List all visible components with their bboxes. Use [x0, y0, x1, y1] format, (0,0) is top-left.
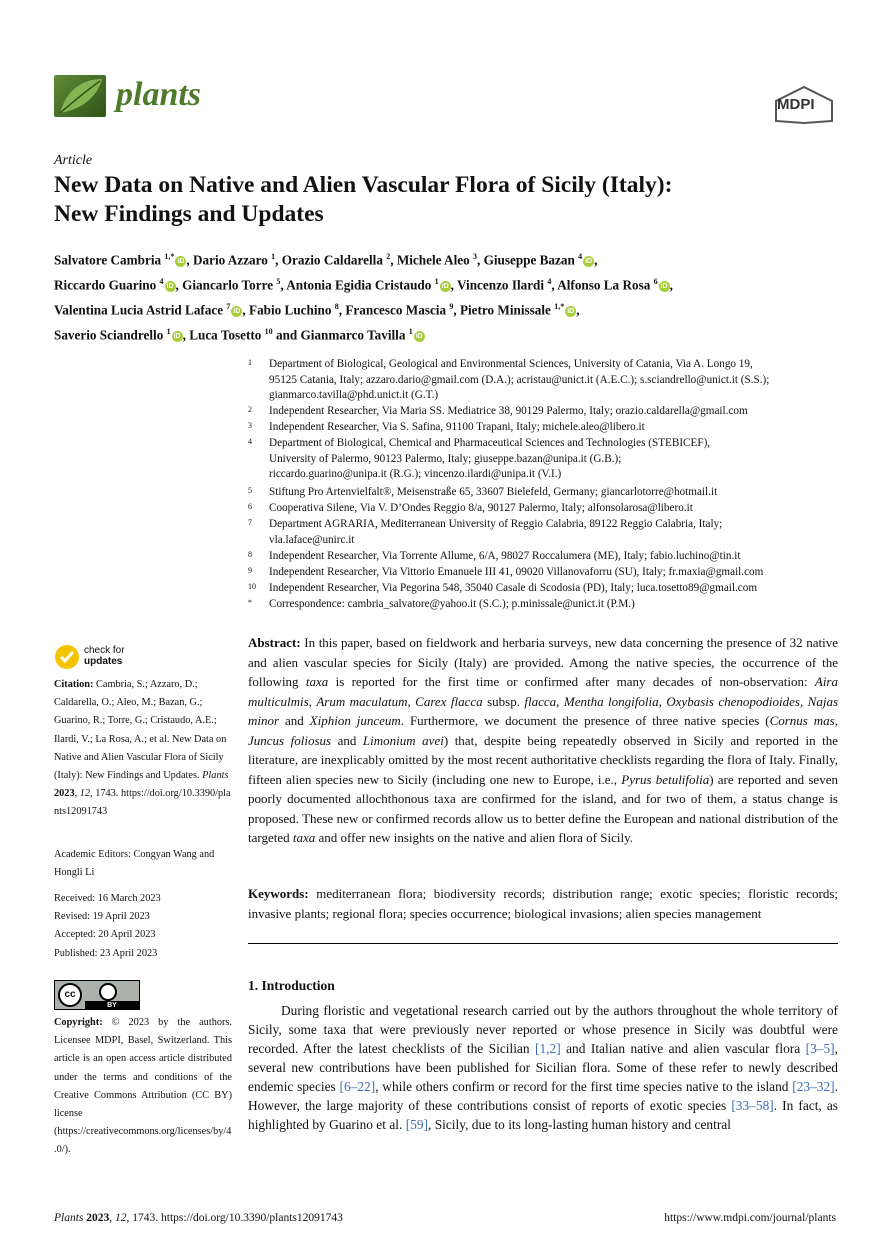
affiliation-2: 2 Independent Researcher, Via Maria SS. Mediatrice 38, 90129 Palermo, Italy; orazio.caldarella@gmail.com	[248, 405, 748, 417]
citation-link[interactable]: [3–5]	[805, 1041, 835, 1056]
orcid-icon[interactable]: iD	[441, 283, 449, 291]
affiliation-9: 9 Independent Researcher, Via Vittorio Emanuele III 41, 09020 Villanovaforru (SU), Italy; fr.maxia@gmail.com	[248, 566, 764, 578]
intro-paragraph: During floristic and vegetational research carried out by the authors throughout the whole territory of Sicily, some taxa that were previously never reported or whose presence in Sicily was doubtful were recorded. After the latest checklists of the Sicilian [1,2] and Italian native and alien vascular flora [3–5], several new contributions have been published for Sicilian flora. Some of these refer to newly described endemic species [6–22], while others confirm or record for the first time species native to the island [23–32]. However, the large majority of these contributions consist of reports of exotic species [33–58]. In fact, as highlighted by Guarino et al. [59], Sicily, due to its long-lasting human history and central	[248, 1003, 838, 1132]
affiliation-10: 10 Independent Researcher, Via Pegorina 548, 35040 Casale di Scodosia (PD), Italy; luca.tosetto89@gmail.com	[248, 582, 758, 594]
orcid-icon[interactable]: iD	[233, 308, 241, 316]
affiliation-3: 3 Independent Researcher, Via S. Safina, 91100 Trapani, Italy; michele.aleo@libero.it	[248, 421, 645, 433]
orcid-icon[interactable]: iD	[585, 258, 593, 266]
orcid-icon[interactable]: iD	[660, 283, 668, 291]
citation-link[interactable]: [6–22]	[339, 1079, 376, 1094]
cc-by-label: BY	[85, 1001, 139, 1010]
academic-editors: Academic Editors: Congyan Wang and Hongli Li	[54, 849, 215, 879]
orcid-icon[interactable]: iD	[166, 283, 174, 291]
check-updates-line1: check for	[84, 645, 125, 656]
affiliation-1: 1 Department of Biological, Geological and Environmental Sciences, University of Catania, Via A. Longo 19, 95125 Catania, Italy; azzaro.dario@gmail.com (D.A.); acristau@unict.it (A.E.C.); s.sciandrello@unict.it (S.S.); gianmarco.tavilla@phd.unict.it (G.T.)	[248, 358, 770, 401]
journal-logo-icon	[54, 75, 106, 117]
affiliation-5: 5 Stiftung Pro Artenvielfalt®, Meisenstraße 65, 33607 Bielefeld, Germany; giancarlotorre@hotmail.it	[248, 486, 718, 498]
author-line-1: Salvatore Cambria $^{1,*}$iD , Dario Azzaro $^1$, Orazio Caldarella $^2$, Michele Aleo $^3$, Giuseppe Bazan $^4$iD ,	[54, 252, 598, 268]
check-updates-icon	[54, 644, 80, 670]
citation-link[interactable]: [1,2]	[535, 1041, 561, 1056]
affiliation-7: 7 Department AGRARIA, Mediterranean University of Reggio Calabria, 89122 Reggio Calabria, Italy; vla.laface@unirc.it	[248, 518, 723, 546]
abstract: Abstract: In this paper, based on fieldwork and herbaria surveys, new data concerning the presence of 32 native and alien vascular species for Sicily (Italy) are provided. Among the native species, the occurrence of the following taxa is reported for the first time or confirmed after many decades of non-observation: Aira multiculmis, Arum maculatum, Carex flacca subsp. flacca, Mentha longifolia, Oxybasis chenopodioides, Najas minor and Xiphion junceum. Furthermore, we document the presence of three native species (Cornus mas, Juncus foliosus and Limonium avei) that, despite being repeatedly observed in Sicily and reported in the literature, are inexplicably omitted by the most recent authoritative checklists regarding the flora of Italy. Finally, fifteen alien species new to Sicily (including one new to Europe, i.e., Pyrus betulifolia) are reported and seven poorly documented allochthonous taxa are confirmed for the island, and for two of them, a status change is proposed. These new or confirmed records allow us to better define the European and national distribution of the targeted taxa and offer new insights on the native and alien flora of Sicily.	[248, 635, 839, 845]
dates: Received: 16 March 2023 Revised: 19 April 2023 Accepted: 20 April 2023 Published: 23 April 2023	[54, 893, 161, 959]
footer-url[interactable]: https://www.mdpi.com/journal/plants	[664, 1212, 836, 1224]
cc-by-badge[interactable]	[54, 980, 140, 1010]
keywords: Keywords: mediterranean flora; biodiversity records; distribution range; exotic species; floristic records; invasive plants; regional flora; species occurrence; biological invasions; alien species management	[248, 886, 839, 921]
section-divider	[248, 943, 838, 944]
author-line-2: Riccardo Guarino $^4$iD , Giancarlo Torre $^5$, Antonia Egidia Cristaudo $^1$iD , Vincenzo Ilardi $^4$, Alfonso La Rosa $^6$iD ,	[54, 276, 673, 293]
footer-citation: Plants 2023, 12, 1743. https://doi.org/10.3390/plants12091743	[54, 1212, 343, 1224]
orcid-icon[interactable]: iD	[567, 308, 575, 316]
affiliation-6: 6 Cooperativa Silene, Via V. D’Ondes Reggio 8/a, 90127 Palermo, Italy; alfonsolarosa@libero.it	[248, 502, 693, 514]
orcid-icon[interactable]: iD	[177, 258, 185, 266]
section-heading: 1. Introduction	[248, 978, 335, 993]
affiliation-4: 4 Department of Biological, Chemical and Pharmaceutical Sciences and Technologies (STEBICEF), University of Palermo, 90123 Palermo, Italy; giuseppe.bazan@unipa.it (G.B.); riccardo.guarino@unipa.it (R.G.); vincenzo.ilardi@unipa.it (V.I.)	[248, 437, 711, 480]
citation-link[interactable]: [59]	[405, 1117, 428, 1132]
orcid-icon[interactable]: iD	[415, 333, 423, 341]
citation: Citation: Cambria, S.; Azzaro, D.; Caldarella, O.; Aleo, M.; Bazan, G.; Guarino, R.; Torre, G.; Cristaudo, A.E.; Ilardi, V.; La Rosa, A.; et al. New Data on Native and Alien Vascular Flora of Sicily (Italy): New Findings and Updates. Plants 2023, 12, 1743. https://doi.org/10.3390/plants12091743	[54, 679, 231, 818]
article-title: New Data on Native and Alien Vascular Flora of Sicily (Italy): New Findings and Updates	[54, 172, 673, 227]
check-updates-line2: updates	[84, 656, 123, 667]
author-line-3: Valentina Lucia Astrid Laface $^7$iD , Fabio Luchino $^8$, Francesco Mascia $^9$, Pietro Minissale $^{1,*}$iD ,	[54, 301, 580, 318]
mdpi-logo	[772, 85, 836, 125]
cc-icon: cc	[58, 983, 82, 1007]
person-icon	[99, 983, 117, 1001]
journal-name: plants	[116, 76, 202, 113]
author-list	[54, 246, 673, 346]
author-line-4: Saverio Sciandrello $^1$iD , Luca Tosetto $^{10}$ and Gianmarco Tavilla $^1$iD	[54, 326, 423, 343]
mdpi-text: MDPI	[777, 96, 815, 113]
check-updates-badge[interactable]	[54, 644, 174, 672]
correspondence: * Correspondence: cambria_salvatore@yahoo.it (S.C.); p.minissale@unict.it (P.M.)	[248, 598, 635, 610]
orcid-icon[interactable]: iD	[173, 333, 181, 341]
article-type: Article	[54, 153, 93, 168]
copyright: Copyright: © 2023 by the authors. Licensee MDPI, Basel, Switzerland. This article is an open access article distributed under the terms and conditions of the Creative Commons Attribution (CC BY) license (https://creativecommons.org/licenses/by/4.0/).	[54, 1017, 232, 1156]
affiliation-8: 8 Independent Researcher, Via Torrente Allume, 6/A, 98027 Roccalumera (ME), Italy; fabio.luchino@tin.it	[248, 550, 741, 562]
citation-link[interactable]: [23–32]	[792, 1079, 835, 1094]
citation-link[interactable]: [33–58]	[731, 1098, 774, 1113]
